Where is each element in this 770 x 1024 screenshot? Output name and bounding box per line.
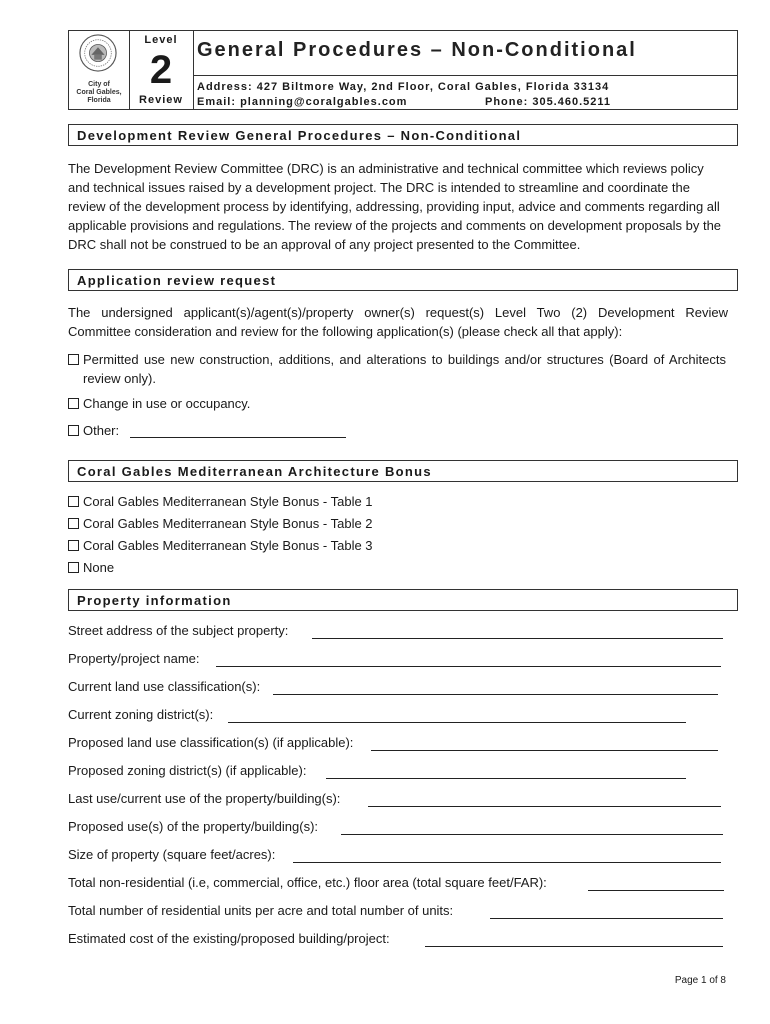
field-label: Proposed zoning district(s) (if applicable): xyxy=(68,763,307,778)
office-phone: Phone: 305.460.5211 xyxy=(485,96,612,108)
drc-description: The Development Review Committee (DRC) is an administrative and technical committee which reviews policy and technical issues raised by a development project. The DRC is intended to streamline and coordinate the review of the development process by identifying, addressing, providing input, advice and comments regarding all applicable provisions and regulations. The review of the projects and comments on development proposals by the DRC shall not be construed to be an approval of any project presented to the Committee. xyxy=(68,161,722,252)
field-input-line[interactable] xyxy=(490,918,723,919)
field-input-line[interactable] xyxy=(371,750,718,751)
field-input-line[interactable] xyxy=(228,722,686,723)
city-seal-cell xyxy=(69,31,130,109)
office-address: Address: 427 Biltmore Way, 2nd Floor, Coral Gables, Florida 33134 xyxy=(197,81,610,93)
field-label: Total non-residential (i.e, commercial, office, etc.) floor area (total square feet/FAR): xyxy=(68,875,547,890)
city-seal-icon xyxy=(79,34,117,72)
other-checkbox[interactable] xyxy=(68,425,79,436)
review-level-cell xyxy=(129,31,194,109)
option-bonus-table-1 xyxy=(68,492,373,511)
option-none xyxy=(68,558,114,577)
section-title-mediterranean-bonus: Coral Gables Mediterranean Architecture Bonus xyxy=(68,460,738,482)
section-title-property-information: Property information xyxy=(68,589,738,611)
option-bonus-table-2 xyxy=(68,514,373,533)
other-label: Other: xyxy=(83,423,120,438)
page-number: Page 1 of 8 xyxy=(674,975,726,986)
application-request-text: The undersigned applicant(s)/agent(s)/property owner(s) request(s) Level Two (2) Development Review Committee consideration and review for the following application(s) (please check all that apply): xyxy=(68,305,728,339)
bonus-table-2-checkbox[interactable] xyxy=(68,518,79,529)
level-number: 2 xyxy=(149,48,173,92)
city-name: City of Coral Gables, Florida xyxy=(76,81,122,104)
field-input-line[interactable] xyxy=(341,834,723,835)
header-divider xyxy=(193,75,738,76)
bonus-table-2-label: Coral Gables Mediterranean Style Bonus - Table 2 xyxy=(83,516,373,531)
bonus-table-1-checkbox[interactable] xyxy=(68,496,79,507)
field-label: Current land use classification(s): xyxy=(68,679,261,694)
none-label: None xyxy=(83,560,115,575)
field-input-line[interactable] xyxy=(326,778,686,779)
section-title-application-review: Application review request xyxy=(68,269,738,291)
option-change-in-use xyxy=(68,394,250,413)
change-in-use-label: Change in use or occupancy. xyxy=(83,396,251,411)
field-label: Estimated cost of the existing/proposed building/project: xyxy=(68,931,390,946)
field-input-line[interactable] xyxy=(293,862,721,863)
bonus-table-3-checkbox[interactable] xyxy=(68,540,79,551)
field-label: Current zoning district(s): xyxy=(68,707,214,722)
office-email: Email: planning@coralgables.com xyxy=(197,96,408,108)
other-input-line[interactable] xyxy=(130,437,346,438)
none-checkbox[interactable] xyxy=(68,562,79,573)
option-bonus-table-3 xyxy=(68,536,373,555)
field-label: Property/project name: xyxy=(68,651,200,666)
form-header xyxy=(68,30,738,110)
field-input-line[interactable] xyxy=(368,806,721,807)
bonus-table-1-label: Coral Gables Mediterranean Style Bonus - Table 1 xyxy=(83,494,373,509)
level-label: Level xyxy=(144,34,178,46)
bonus-table-3-label: Coral Gables Mediterranean Style Bonus - Table 3 xyxy=(83,538,373,553)
review-label: Review xyxy=(139,94,183,106)
option-other xyxy=(68,421,119,440)
permitted-use-label: Permitted use new construction, additions, and alterations to buildings and/or structures (Board of Architects review only). xyxy=(83,352,726,386)
field-label: Size of property (square feet/acres): xyxy=(68,847,276,862)
field-input-line[interactable] xyxy=(273,694,718,695)
page-title: General Procedures – Non-Conditional xyxy=(197,39,637,61)
field-label: Total number of residential units per acre and total number of units: xyxy=(68,903,454,918)
field-label: Last use/current use of the property/building(s): xyxy=(68,791,341,806)
option-permitted-use xyxy=(68,350,726,388)
field-label: Proposed land use classification(s) (if applicable): xyxy=(68,735,354,750)
field-input-line[interactable] xyxy=(588,890,724,891)
field-label: Proposed use(s) of the property/building(s): xyxy=(68,819,319,834)
change-in-use-checkbox[interactable] xyxy=(68,398,79,409)
permitted-use-checkbox[interactable] xyxy=(68,354,79,365)
field-input-line[interactable] xyxy=(216,666,721,667)
field-label: Street address of the subject property: xyxy=(68,623,289,638)
section-title-general-procedures: Development Review General Procedures – Non-Conditional xyxy=(68,124,738,146)
field-input-line[interactable] xyxy=(425,946,723,947)
field-input-line[interactable] xyxy=(312,638,723,639)
